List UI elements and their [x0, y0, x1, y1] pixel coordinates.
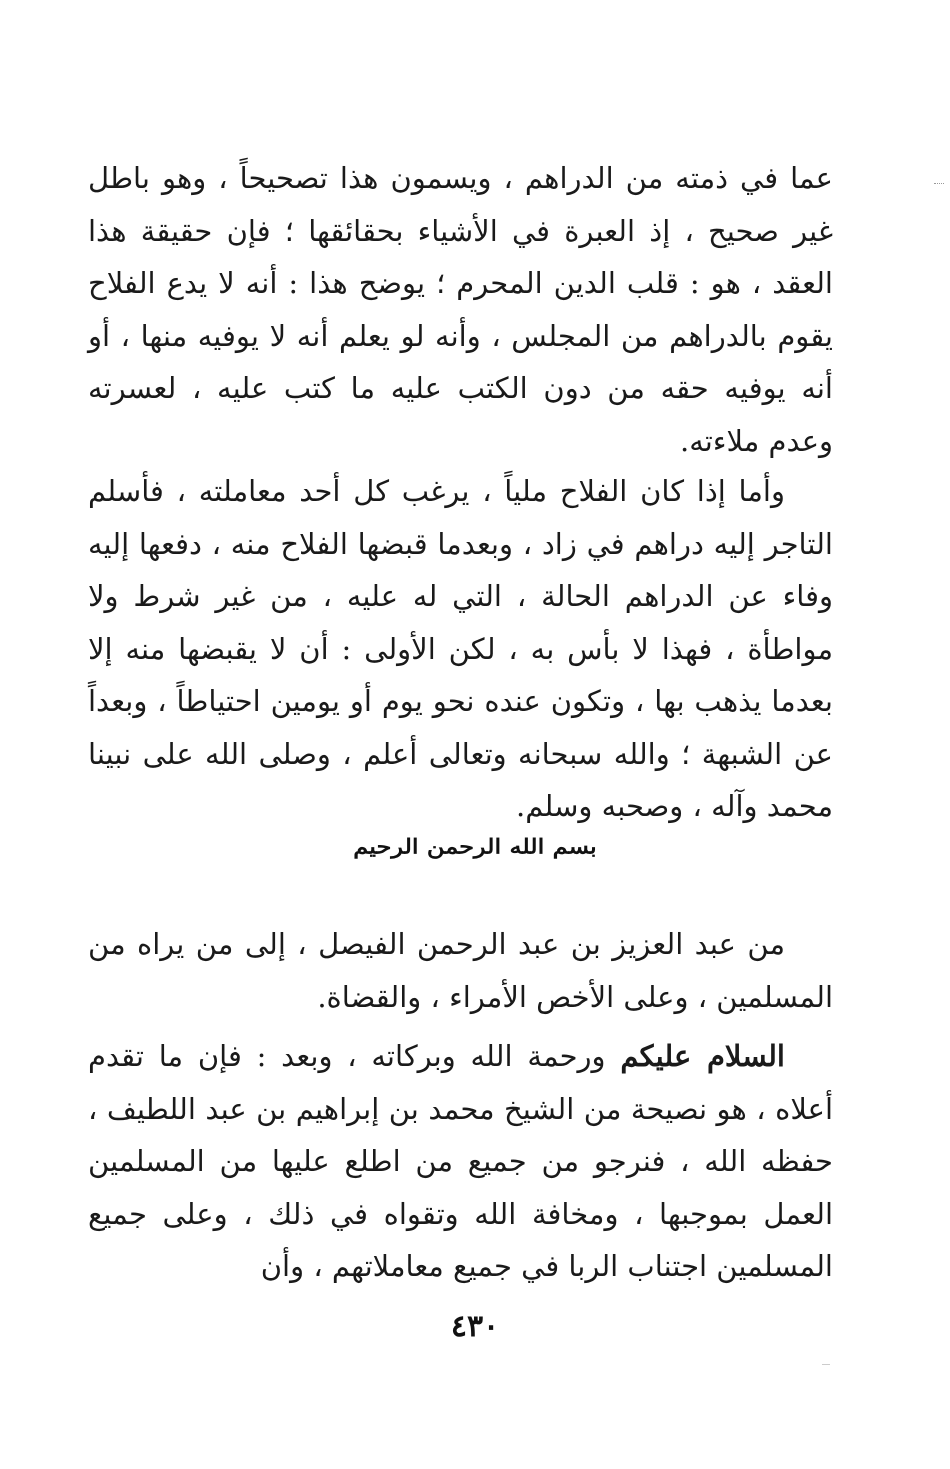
paragraph-4	[88, 1030, 833, 1293]
paragraph-4-text	[88, 1030, 833, 1293]
paragraph-1-text: عما في ذمته من الدراهم ، ويسمون هذا تصحيحاً ، وهو باطل غير صحيح ، إذ العبرة في الأشياء بحقائقها ؛ فإن حقيقة هذا العقد ، هو : قلب الدين المحرم ؛ يوضح هذا : أنه لا يدع الفلاح يقوم بالدراهم من المجلس ، وأنه لو يعلم أنه لا يوفيه منها ، أو أنه يوفيه حقه من دون الكتب عليه ما كتب عليه ، لعسرته وعدم ملاءته.	[88, 161, 833, 458]
margin-mark	[934, 183, 944, 186]
paragraph-2	[88, 465, 833, 833]
paragraph-3	[88, 918, 833, 1023]
page-number: ٤٣٠	[450, 1309, 500, 1344]
paragraph-2-text: وأما إذا كان الفلاح ملياً ، يرغب كل أحد معاملته ، فأسلم التاجر إليه دراهم في زاد ، وبعدما قبضها الفلاح منه ، دفعها إليه وفاء عن الدراهم الحالة ، التي له عليه ، من غير شرط ولا مواطأة ، فهذا لا بأس به ، لكن الأولى : أن لا يقبضها منه إلا بعدما يذهب بها ، وتكون عنده نحو يوم أو يومين احتياطاً ، وبعداً عن الشبهة ؛ والله سبحانه وتعالى أعلم ، وصلى الله على نبينا محمد وآله ، وصحبه وسلم.	[88, 474, 833, 823]
scan-mark	[822, 1364, 830, 1365]
greeting-lead: السلام عليكم	[620, 1039, 785, 1073]
paragraph-4-body: ورحمة الله وبركاته ، وبعد : فإن ما تقدم أعلاه ، هو نصيحة من الشيخ محمد بن إبراهيم بن عبد اللطيف ، حفظه الله ، فنرجو من جميع من اطلع عليها من المسلمين العمل بموجبها ، ومخافة الله وتقواه في ذلك ، وعلى جميع المسلمين اجتناب الربا في جميع معاملاتهم ، وأن	[88, 1039, 833, 1283]
paragraph-3-text: من عبد العزيز بن عبد الرحمن الفيصل ، إلى من يراه من المسلمين ، وعلى الأخص الأمراء ، والقضاة.	[88, 927, 833, 1014]
basmala-calligraphy: بسم الله الرحمن الرحيم	[353, 834, 597, 859]
paragraph-1	[88, 152, 833, 467]
